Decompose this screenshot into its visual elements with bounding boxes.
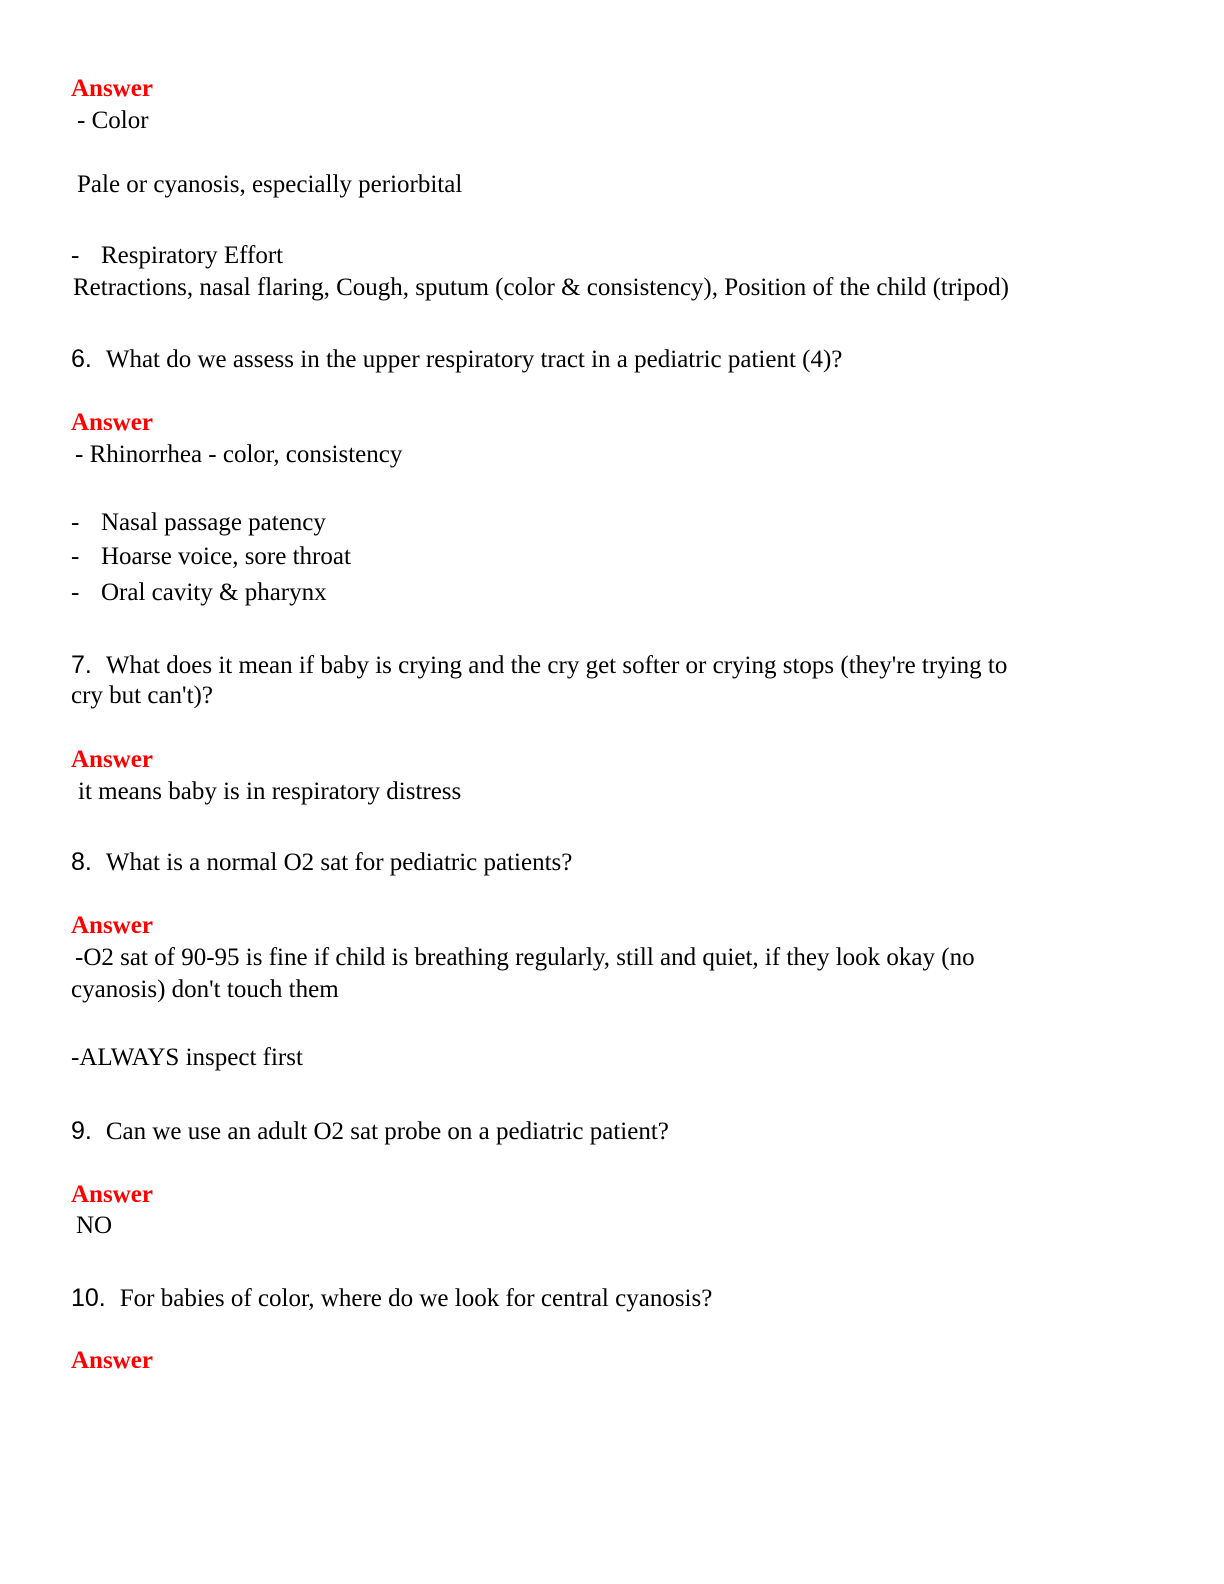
answer-text: - Color [77,107,149,134]
answer-label: Answer [71,1347,153,1374]
question-text: For babies of color, where do we look for central cyanosis? [119,1285,713,1312]
question-9 [71,1116,669,1147]
answer-label: Answer [71,912,153,939]
list-item [71,542,351,572]
answer-text: Retractions, nasal flaring, Cough, sputum (color & consistency), Position of the child (tripod) [73,274,1009,301]
question-text: What is a normal O2 sat for pediatric patients? [105,849,573,876]
question-number: 10. [71,1284,106,1312]
answer-text: -O2 sat of 90-95 is fine if child is breathing regularly, still and quiet, if they look okay (no [75,944,975,971]
list-item-text: Nasal passage patency [101,509,326,536]
dash-marker: - [71,579,80,606]
question-7 [71,650,1007,681]
list-item-text: Hoarse voice, sore throat [101,543,351,570]
answer-label: Answer [71,746,153,773]
answer-label: Answer [71,409,153,436]
dash-marker: - [71,242,80,269]
question-6 [71,344,842,375]
question-10 [71,1283,712,1314]
answer-subheading: Respiratory Effort [101,242,284,269]
question-text: What do we assess in the upper respiratory tract in a pediatric patient (4)? [105,346,843,373]
list-item-text: Oral cavity & pharynx [101,579,327,606]
list-item [71,578,327,608]
question-text: What does it mean if baby is crying and the cry get softer or crying stops (they're trying to [105,652,1008,679]
answer-text: - Rhinorrhea - color, consistency [75,441,403,468]
answer-label: Answer [71,75,153,102]
list-item [71,508,326,538]
answer-text: cyanosis) don't touch them [71,976,339,1003]
answer-text: it means baby is in respiratory distress [78,778,462,805]
question-text-cont: cry but can't)? [71,682,213,709]
dash-marker: - [71,509,80,536]
question-number: 8. [71,848,92,876]
answer-text: -ALWAYS inspect first [71,1044,303,1071]
answer-label: Answer [71,1181,153,1208]
dash-marker: - [71,543,80,570]
answer-text: Pale or cyanosis, especially periorbital [77,171,463,198]
question-number: 9. [71,1117,92,1145]
answer-text: NO [76,1212,113,1239]
question-8 [71,847,572,878]
question-number: 6. [71,345,92,373]
question-number: 7. [71,651,92,679]
question-text: Can we use an adult O2 sat probe on a pediatric patient? [105,1118,669,1145]
answer-text [71,241,283,271]
